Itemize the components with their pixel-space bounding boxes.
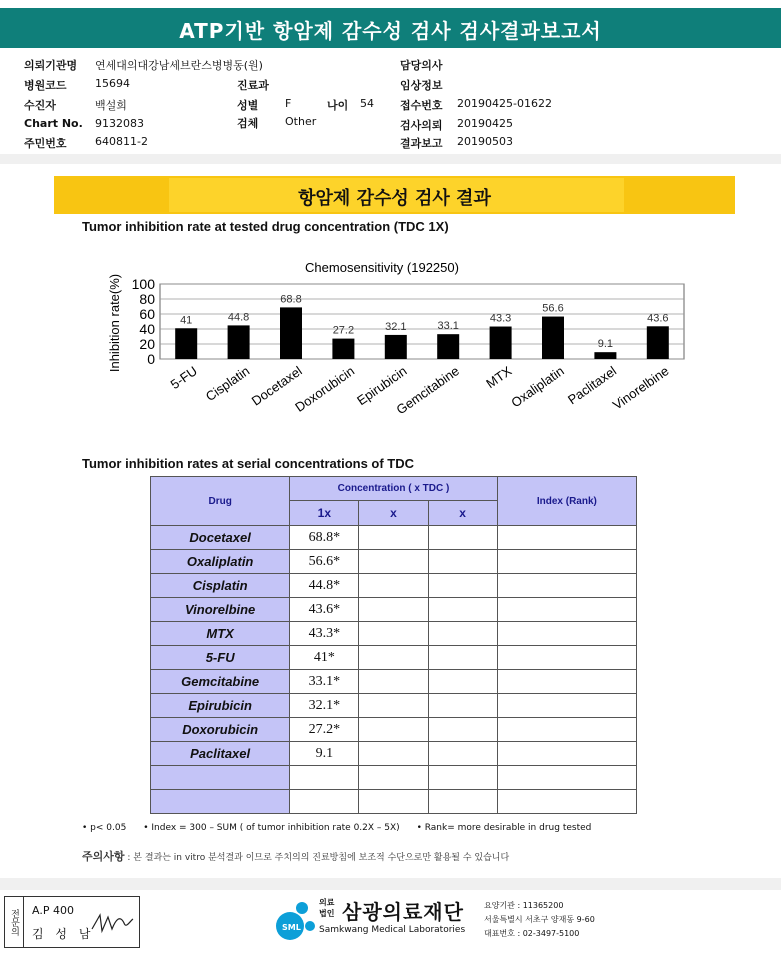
conc-cell xyxy=(359,718,428,742)
caution-text: : 본 결과는 in vitro 분석결과 이므로 주치의의 진료방침에 보조적 수단으로만 활용될 수 있습니다 xyxy=(127,853,510,863)
org-license: 요양기관 : 11365200 xyxy=(484,901,564,910)
table-row xyxy=(151,598,637,622)
conc-cell xyxy=(359,550,428,574)
conc-cell xyxy=(428,598,497,622)
accession-label: 접수번호 xyxy=(400,99,443,112)
hosp-code-label: 병원코드 xyxy=(24,79,67,92)
x-tick-label: Paclitaxel xyxy=(564,363,620,408)
section-divider xyxy=(0,154,781,164)
bar xyxy=(228,325,250,359)
dept-label: 진료과 xyxy=(237,79,269,92)
drug-name: Oxaliplatin xyxy=(151,550,290,574)
x-tick-label: Epirubicin xyxy=(354,363,410,409)
org-address: 서울특별시 서초구 양재동 9-60 xyxy=(484,915,595,924)
data-label: 33.1 xyxy=(437,320,459,333)
conc-cell xyxy=(359,646,428,670)
inhibition-1x: 43.6* xyxy=(290,598,359,622)
conc-cell xyxy=(359,742,428,766)
inhibition-1x: 33.1* xyxy=(290,670,359,694)
id-value: 640811-2 xyxy=(95,135,148,148)
clinical-label: 임상정보 xyxy=(400,79,443,92)
conc-cell xyxy=(428,766,497,790)
index-header: Index (Rank) xyxy=(497,477,636,526)
table-row xyxy=(151,790,637,814)
section-banner xyxy=(54,176,735,214)
data-label: 43.6 xyxy=(647,312,669,325)
specialist-license: A.P 400 xyxy=(32,904,74,917)
footnote-p: • p< 0.05 xyxy=(82,823,127,833)
y-tick-label: 0 xyxy=(147,351,155,367)
data-label: 68.8 xyxy=(280,293,302,306)
y-tick-label: 80 xyxy=(139,291,155,307)
conc-cell xyxy=(428,718,497,742)
index-cell xyxy=(497,574,636,598)
signature-icon xyxy=(90,909,135,937)
y-tick-label: 40 xyxy=(139,321,155,337)
x-tick-label: Docetaxel xyxy=(248,363,305,409)
org-type-text: 의료 법인 xyxy=(319,898,335,918)
data-label: 56.6 xyxy=(542,302,564,315)
data-label: 9.1 xyxy=(597,338,614,351)
org-english: Samkwang Medical Laboratories xyxy=(319,925,466,935)
conc-cell xyxy=(428,790,497,814)
data-label: 43.3 xyxy=(489,312,512,325)
drug-name: Cisplatin xyxy=(151,574,290,598)
chart-no-label: Chart No. xyxy=(24,117,83,130)
x-tick-label: MTX xyxy=(483,363,515,392)
table-row xyxy=(151,646,637,670)
table-row xyxy=(151,670,637,694)
data-label: 44.8 xyxy=(227,311,250,324)
inhibition-1x xyxy=(290,790,359,814)
bar xyxy=(332,339,354,359)
table-heading: Tumor inhibition rates at serial concentrations of TDC xyxy=(82,456,415,471)
inhibition-1x: 41* xyxy=(290,646,359,670)
inhibition-1x: 43.3* xyxy=(290,622,359,646)
accession-value: 20190425-01622 xyxy=(457,97,552,110)
chemosensitivity-chart xyxy=(100,248,700,436)
bar xyxy=(437,334,459,359)
conc-cell xyxy=(359,598,428,622)
inhibition-1x: 68.8* xyxy=(290,526,359,550)
index-cell xyxy=(497,694,636,718)
results-table xyxy=(150,476,637,814)
inhibition-1x: 9.1 xyxy=(290,742,359,766)
conc-cell xyxy=(428,526,497,550)
conc-cell xyxy=(428,742,497,766)
patient-label: 수진자 xyxy=(24,99,56,112)
org-type xyxy=(319,897,334,919)
conc-cell xyxy=(428,646,497,670)
report-header-bar xyxy=(0,8,781,48)
patient-name: 백설희 xyxy=(95,99,127,112)
req-org-label: 의뢰기관명 xyxy=(24,59,78,72)
conc-cell xyxy=(359,670,428,694)
signature-box xyxy=(4,896,140,948)
chart-heading: Tumor inhibition rate at tested drug concentration (TDC 1X) xyxy=(82,219,449,234)
conc-cell xyxy=(359,526,428,550)
sml-logo-icon xyxy=(272,896,318,942)
footer-divider xyxy=(0,878,781,890)
age-value: 54 xyxy=(360,97,374,110)
y-axis-label: Inhibition rate(%) xyxy=(107,273,122,373)
bar xyxy=(647,326,669,359)
specialist-name: 김 성 남 xyxy=(32,927,95,941)
drug-name: Doxorubicin xyxy=(151,718,290,742)
inhibition-1x: 27.2* xyxy=(290,718,359,742)
drug-name: MTX xyxy=(151,622,290,646)
org-contact xyxy=(484,899,595,941)
drug-name xyxy=(151,790,290,814)
x-tick-label: Cisplatin xyxy=(202,363,253,405)
bar xyxy=(175,328,197,359)
index-cell xyxy=(497,646,636,670)
conc-x-header-3: x xyxy=(428,501,497,526)
inhibition-1x xyxy=(290,766,359,790)
id-label: 주민번호 xyxy=(24,137,67,150)
table-row xyxy=(151,526,637,550)
inhibition-1x: 56.6* xyxy=(290,550,359,574)
table-row xyxy=(151,766,637,790)
conc-cell xyxy=(359,766,428,790)
bar xyxy=(542,317,564,359)
chart-no: 9132083 xyxy=(95,117,144,130)
table-row xyxy=(151,622,637,646)
drug-name: Paclitaxel xyxy=(151,742,290,766)
index-cell xyxy=(497,742,636,766)
table-row xyxy=(151,718,637,742)
report-label: 결과보고 xyxy=(400,137,443,150)
index-cell xyxy=(497,766,636,790)
specimen-value: Other xyxy=(285,115,317,128)
age-label: 나이 xyxy=(327,99,349,112)
footnote-rank: • Rank= more desirable in drug tested xyxy=(416,823,592,833)
drug-name: Gemcitabine xyxy=(151,670,290,694)
x-tick-label: 5-FU xyxy=(167,363,200,393)
bar xyxy=(594,352,616,359)
x-tick-label: Gemcitabine xyxy=(393,363,462,418)
table-row xyxy=(151,694,637,718)
index-cell xyxy=(497,790,636,814)
drug-name: Vinorelbine xyxy=(151,598,290,622)
drug-name: Docetaxel xyxy=(151,526,290,550)
index-cell xyxy=(497,526,636,550)
concentration-header: Concentration ( x TDC ) xyxy=(290,477,497,501)
conc-cell xyxy=(428,694,497,718)
caution-note xyxy=(82,848,509,864)
req-org: 연세대의대강남세브란스병병동(원) xyxy=(95,59,263,72)
footnote-index: • Index = 300 – SUM ( of tumor inhibition rate 0.2X – 5X) xyxy=(143,823,400,833)
conc-1x-header: 1x xyxy=(290,501,359,526)
footnote xyxy=(82,823,591,833)
data-label: 27.2 xyxy=(332,324,355,337)
conc-cell xyxy=(428,622,497,646)
request-date: 20190425 xyxy=(457,117,513,130)
logo-text: SML xyxy=(282,923,301,932)
conc-cell xyxy=(428,550,497,574)
conc-cell xyxy=(359,622,428,646)
table-row xyxy=(151,742,637,766)
report-date: 20190503 xyxy=(457,135,513,148)
index-cell xyxy=(497,670,636,694)
table-row xyxy=(151,550,637,574)
data-label: 32.1 xyxy=(385,320,407,333)
y-tick-label: 20 xyxy=(139,336,155,352)
index-cell xyxy=(497,550,636,574)
drug-name: Epirubicin xyxy=(151,694,290,718)
table-row xyxy=(151,574,637,598)
conc-cell xyxy=(428,670,497,694)
conc-cell xyxy=(428,574,497,598)
bar xyxy=(280,307,302,359)
bar xyxy=(490,327,512,359)
specialist-label: 전문의 xyxy=(5,897,24,947)
report-title: ATP기반 항암제 감수성 검사 검사결과보고서 xyxy=(179,19,602,43)
inhibition-1x: 44.8* xyxy=(290,574,359,598)
doctor-label: 담당의사 xyxy=(400,59,443,72)
specimen-label: 검체 xyxy=(237,117,259,130)
x-tick-label: Oxaliplatin xyxy=(508,363,567,411)
inhibition-1x: 32.1* xyxy=(290,694,359,718)
index-cell xyxy=(497,622,636,646)
bar xyxy=(385,335,407,359)
drug-name xyxy=(151,766,290,790)
org-phone: 대표번호 : 02-3497-5100 xyxy=(484,929,580,938)
drug-name: 5-FU xyxy=(151,646,290,670)
index-cell xyxy=(497,598,636,622)
chart-title: Chemosensitivity (192250) xyxy=(305,260,459,275)
x-tick-label: Vinorelbine xyxy=(609,363,672,413)
y-tick-label: 100 xyxy=(131,276,155,292)
y-tick-label: 60 xyxy=(139,306,155,322)
section-title: 항암제 감수성 검사 결과 xyxy=(298,188,491,209)
x-tick-label: Doxorubicin xyxy=(292,363,358,415)
request-label: 검사의뢰 xyxy=(400,119,443,132)
drug-header: Drug xyxy=(151,477,290,526)
index-cell xyxy=(497,718,636,742)
hosp-code: 15694 xyxy=(95,77,130,90)
conc-x-header-2: x xyxy=(359,501,428,526)
conc-cell xyxy=(359,790,428,814)
conc-cell xyxy=(359,694,428,718)
data-label: 41 xyxy=(180,314,193,327)
sex-label: 성별 xyxy=(237,99,259,112)
caution-label: 주의사항 xyxy=(82,850,125,863)
sex-value: F xyxy=(285,97,292,110)
conc-cell xyxy=(359,574,428,598)
org-name: 삼광의료재단 xyxy=(342,900,464,924)
